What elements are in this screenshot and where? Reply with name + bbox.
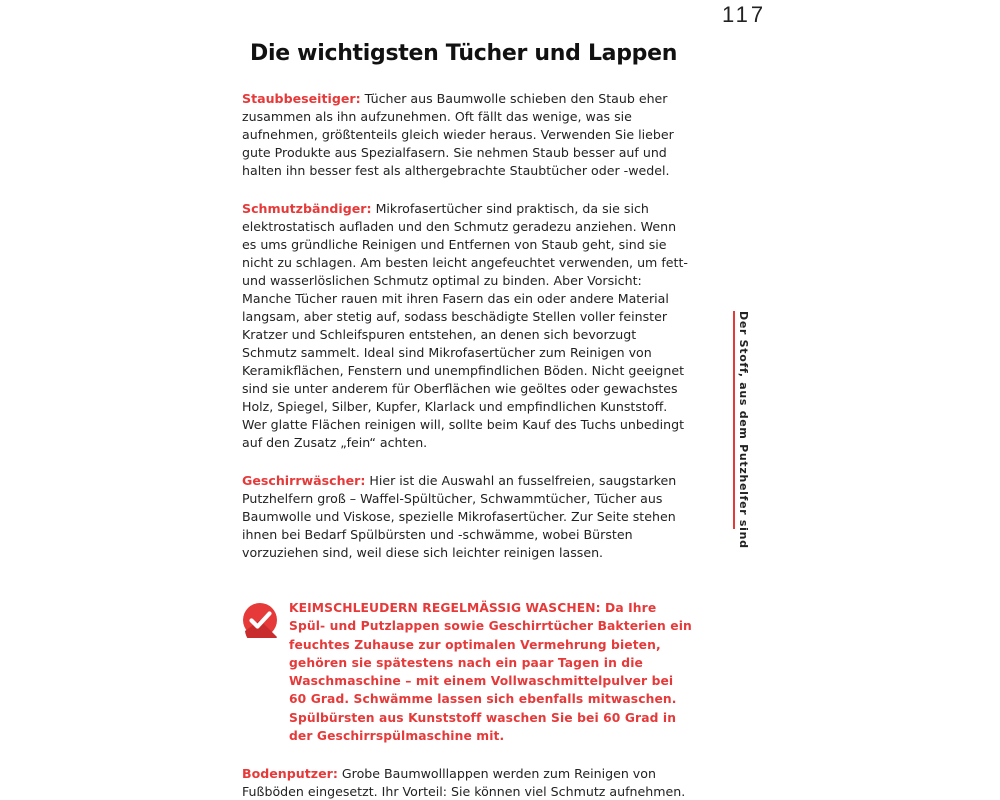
term-geschirrwaescher: Geschirrwäscher: bbox=[242, 473, 366, 488]
page-number: 117 bbox=[722, 2, 767, 27]
tip-text: KEIMSCHLEUDERN REGELMÄSSIG WASCHEN: Da Ihre Spül- und Putzlappen sowie Geschirrtücher Bakterien ein feuchtes Zuhause zur optimalen Vermehrung bieten, gehören sie spätestens nach ein paar Tagen in die Waschmaschine – mit einem Vollwaschmittelpulver bei 60 Grad. Schwämme lassen sich ebenfalls mitwaschen. Spülbürsten aus Kunststoff waschen Sie bei 60 Grad in der Geschirrspülmaschine mit. bbox=[289, 601, 692, 744]
article-body bbox=[242, 90, 692, 800]
paragraph-text: Mikrofasertücher sind praktisch, da sie sich elektrostatisch aufladen und den Schmutz geradezu anziehen. Wenn es ums gründliche Reinigen und Entfernen von Staub geht, sind sie nicht zu schlagen. Am besten leicht angefeuchtet verwenden, um fett- und wasserlöslichen Schmutz optimal zu binden. Aber Vorsicht: Manche Tücher rauen mit ihren Fasern das ein oder andere Material langsam, aber stetig auf, sodass beschädigte Stellen voller feinster Kratzer und Schleifspuren entstehen, an denen sich bevorzugt Schmutz sammelt. Ideal sind Mikrofasertücher zum Reinigen von Keramikflächen, Fenstern und unempfindlichen Böden. Nicht geeignet sind sie unter anderem für Oberflächen wie geöltes oder gewachstes Holz, Spiegel, Silber, Kupfer, Klarlack und empfindlichen Kunststoff. Wer glatte Flächen reinigen will, sollte beim Kauf des Tuchs unbedingt auf den Zusatz „fein“ achten. bbox=[242, 201, 688, 450]
page-title: Die wichtigsten Tücher und Lappen bbox=[250, 41, 678, 66]
side-chapter-label bbox=[733, 311, 757, 549]
tip-box bbox=[242, 599, 692, 745]
paragraph-schmutzbaendiger bbox=[242, 200, 692, 452]
side-label-text: Der Stoff, aus dem Putzhelfer sind bbox=[737, 311, 750, 549]
paragraph-staubbeseitiger bbox=[242, 90, 692, 180]
paragraph-bodenputzer bbox=[242, 765, 692, 800]
term-staubbeseitiger: Staubbeseitiger: bbox=[242, 91, 361, 106]
term-bodenputzer: Bodenputzer: bbox=[242, 766, 338, 782]
paragraph-text: Grobe Baumwolllappen werden zum Reinigen von Fußböden eingesetzt. Ihr Vorteil: Sie können viel Schmutz aufnehmen. bbox=[242, 766, 686, 800]
term-schmutzbaendiger: Schmutzbändiger: bbox=[242, 201, 372, 216]
paragraph-geschirrwaescher bbox=[242, 472, 692, 562]
check-circle-icon bbox=[242, 602, 278, 638]
paragraph-text: Hier ist die Auswahl an fusselfreien, saugstarken Putzhelfern groß – Waffel-Spültücher, Schwammtücher, Tücher aus Baumwolle und Viskose, spezielle Mikrofasertücher. Zur Seite stehen ihnen bei Bedarf Spülbürsten und -schwämme, wobei Bürsten vorzuziehen sind, weil diese sich leichter reinigen lassen. bbox=[242, 473, 677, 560]
paragraph-text: Tücher aus Baumwolle schieben den Staub eher zusammen als ihn aufzunehmen. Oft fällt das wenige, was sie aufnehmen, größtenteils gleich wieder heraus. Verwenden Sie lieber gute Produkte aus Spezialfasern. Sie nehmen Staub besser auf und halten ihn besser fest als althergebrachte Staubtücher oder -wedel. bbox=[242, 91, 674, 178]
